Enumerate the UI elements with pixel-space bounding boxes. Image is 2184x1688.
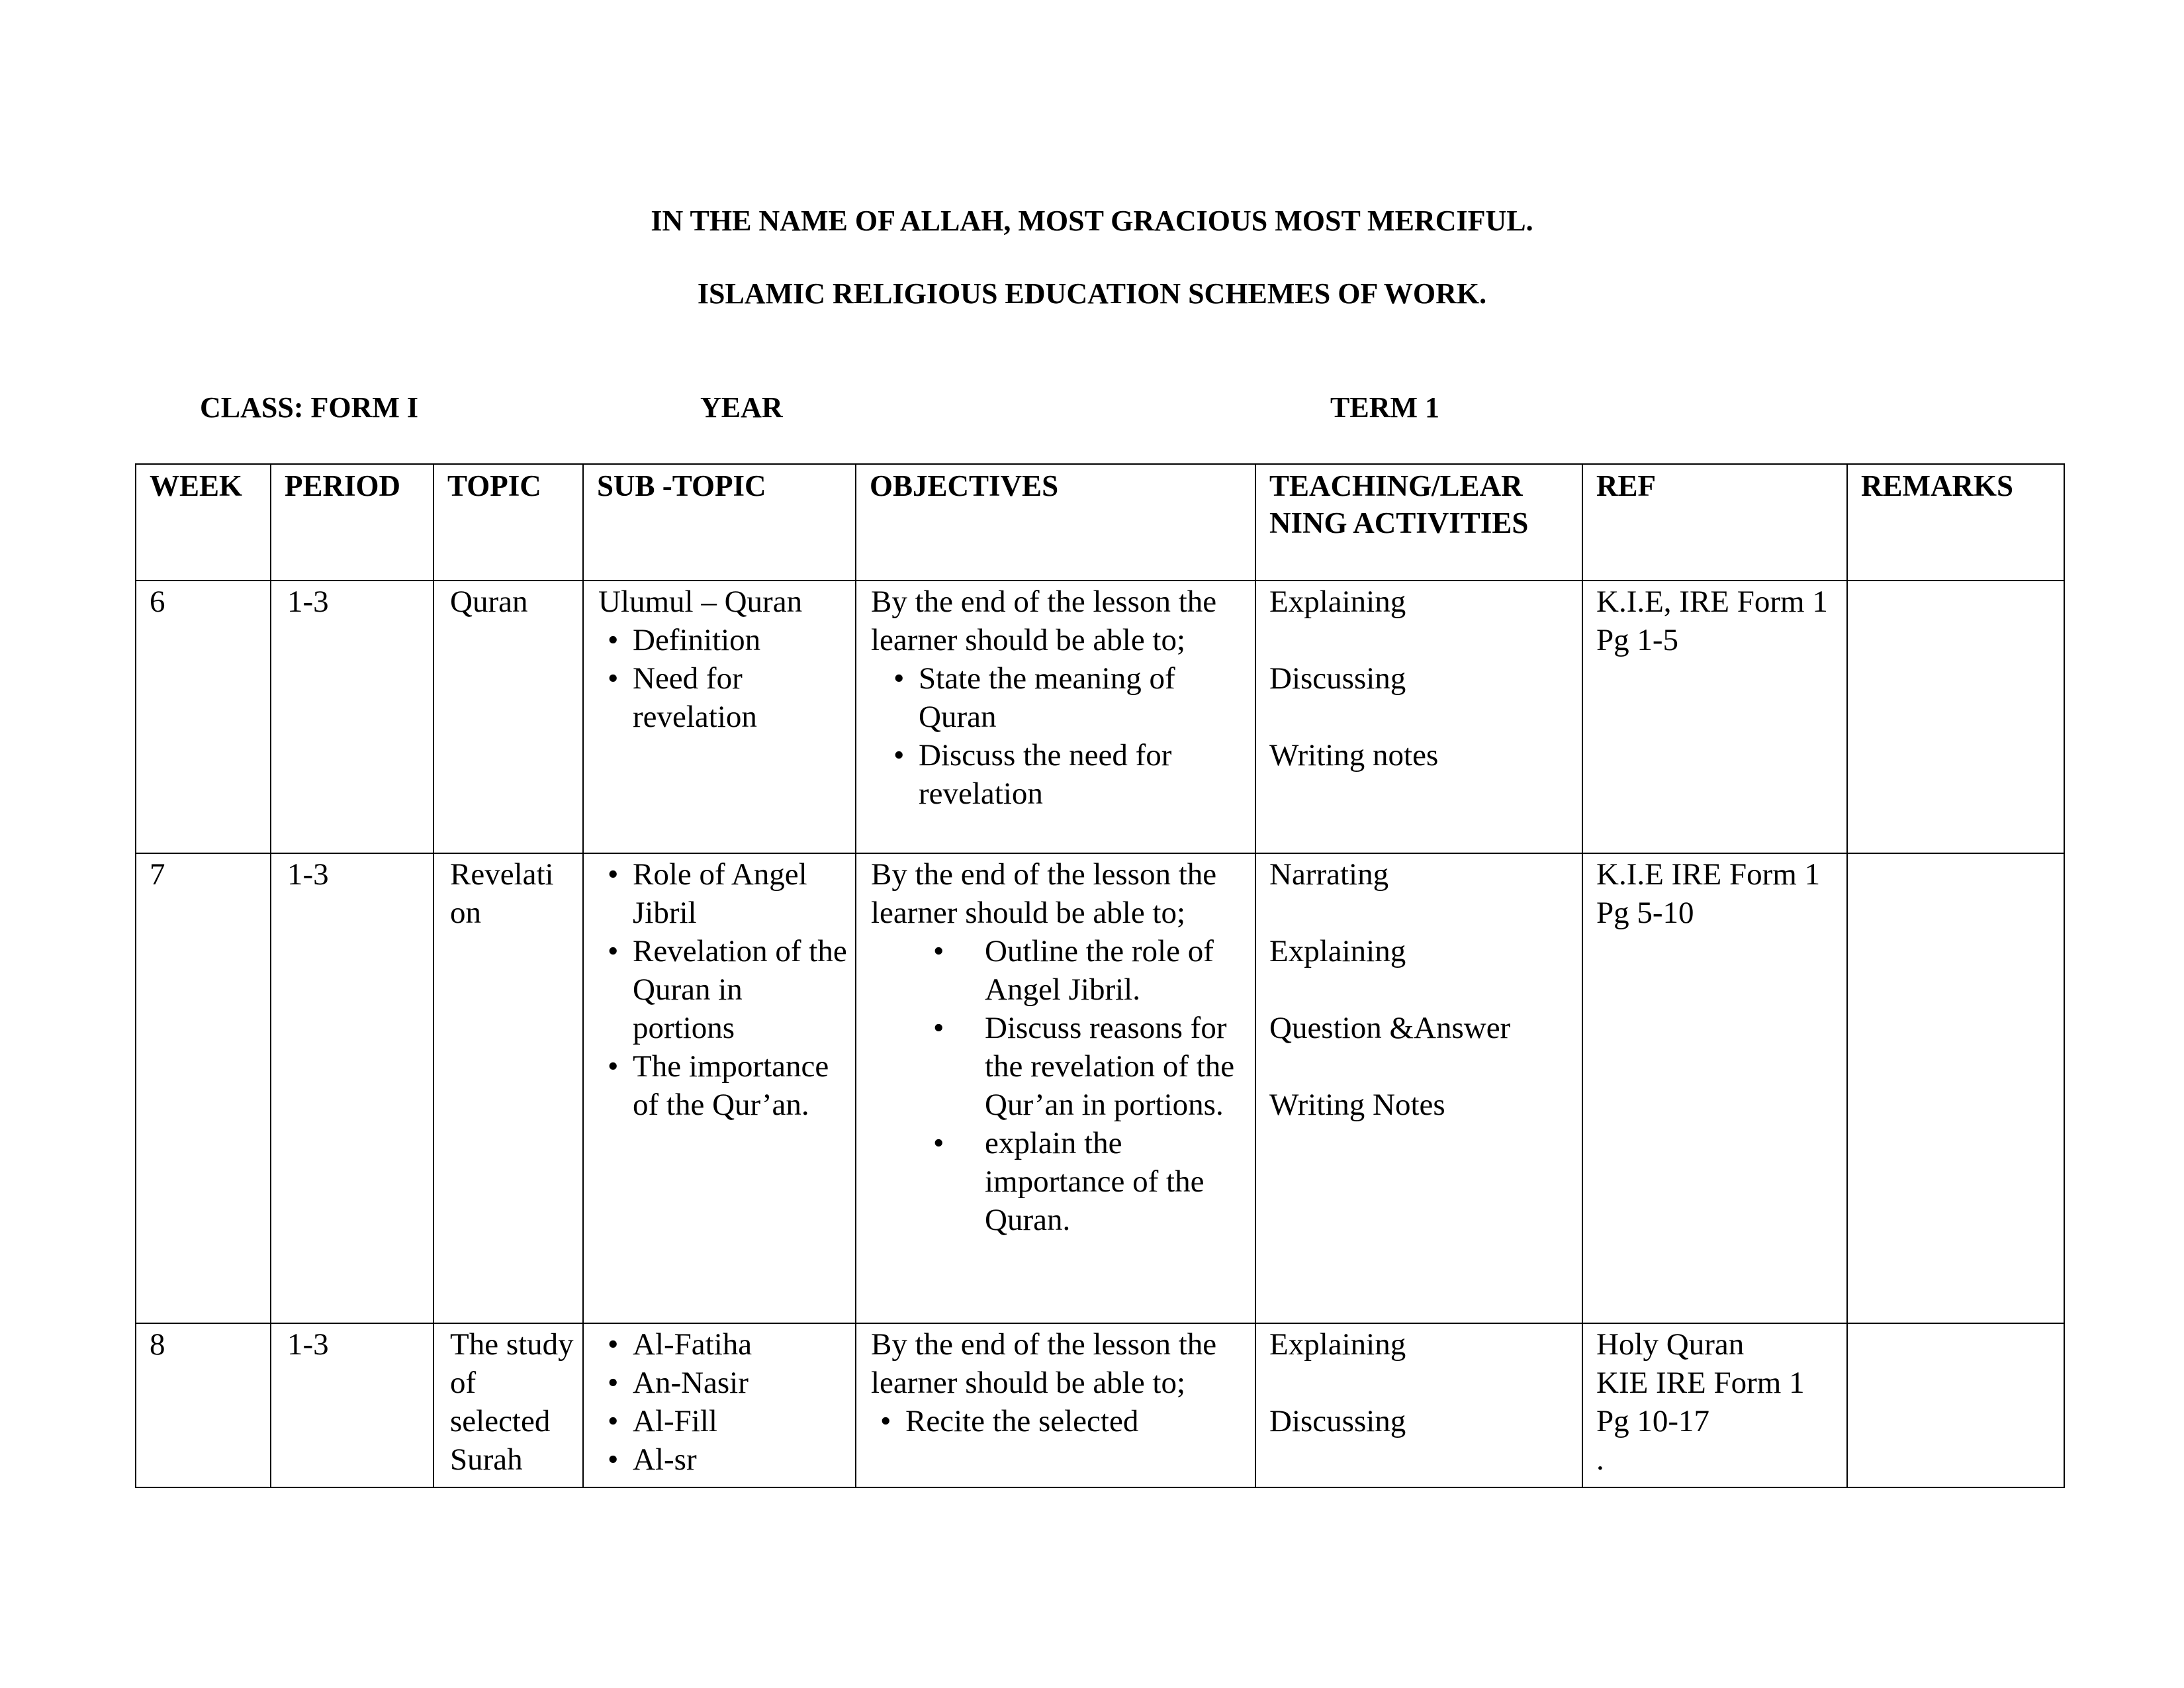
- period-cell: 1-3: [271, 581, 433, 853]
- activity-item: Writing notes: [1269, 738, 1439, 773]
- activities-cell: [1255, 853, 1582, 1323]
- ref-line: Pg 10-17: [1596, 1404, 1710, 1438]
- ref-cell: K.I.E, IRE Form 1 Pg 1-5: [1582, 581, 1847, 853]
- header-topic: TOPIC: [433, 464, 583, 581]
- list-item: • Discuss the need for revelation: [871, 736, 1248, 813]
- table-row: [136, 1323, 2064, 1487]
- objectives-cell: [856, 581, 1255, 853]
- activity-item: Discussing: [1269, 661, 1406, 696]
- week-cell: 7: [136, 853, 271, 1323]
- list-item: • explain the importance of the Quran.: [871, 1124, 1248, 1239]
- subtopic-list: [598, 1325, 848, 1479]
- ref-line: .: [1596, 1442, 1604, 1477]
- list-item: • Al-Fill: [598, 1402, 848, 1440]
- page-title: IN THE NAME OF ALLAH, MOST GRACIOUS MOST MERCIFUL.: [651, 205, 1533, 237]
- list-item: • Role of Angel Jibril: [598, 855, 848, 932]
- table-row: [136, 581, 2064, 853]
- list-item: • Revelation of the Quran in portions: [598, 932, 848, 1047]
- header-remarks: REMARKS: [1847, 464, 2064, 581]
- list-item: • An-Nasir: [598, 1364, 848, 1402]
- header-objectives: OBJECTIVES: [856, 464, 1255, 581]
- term-label: TERM 1: [1330, 391, 1439, 424]
- class-label: CLASS: FORM I: [200, 391, 419, 424]
- activity-item: Narrating: [1269, 857, 1389, 892]
- subtopic-cell: [583, 853, 856, 1323]
- objectives-list: [871, 659, 1248, 813]
- objectives-list: [871, 932, 1248, 1239]
- header-week: WEEK: [136, 464, 271, 581]
- activity-item: Question &Answer: [1269, 1011, 1511, 1045]
- objectives-intro: By the end of the lesson the learner should be able to;: [871, 1327, 1217, 1400]
- activity-item: Discussing: [1269, 1404, 1406, 1438]
- ref-line: Holy Quran: [1596, 1327, 1745, 1362]
- subtopic-list: [598, 621, 848, 736]
- topic-cell: Revelati on: [433, 853, 583, 1323]
- activities-cell: [1255, 1323, 1582, 1487]
- objectives-intro: By the end of the lesson the learner should be able to;: [871, 857, 1217, 930]
- subtopic-list: [598, 855, 848, 1124]
- list-item: • Need for revelation: [598, 659, 848, 736]
- subtopic-cell: [583, 581, 856, 853]
- topic-cell: The study of selected Surah: [433, 1323, 583, 1487]
- activities-cell: [1255, 581, 1582, 853]
- header-period: PERIOD: [271, 464, 433, 581]
- ref-cell: [1582, 1323, 1847, 1487]
- list-item: • Al-Fatiha: [598, 1325, 848, 1364]
- year-label: YEAR: [700, 391, 783, 424]
- objectives-cell: [856, 853, 1255, 1323]
- week-cell: 6: [136, 581, 271, 853]
- objectives-cell: [856, 1323, 1255, 1487]
- list-item: • Discuss reasons for the revelation of the Qur’an in portions.: [871, 1009, 1248, 1124]
- ref-line: KIE IRE Form 1: [1596, 1366, 1805, 1400]
- scheme-table: [135, 463, 2065, 1488]
- remarks-cell: [1847, 853, 2064, 1323]
- remarks-cell: [1847, 581, 2064, 853]
- list-item: • Recite the selected: [871, 1402, 1248, 1440]
- week-cell: 8: [136, 1323, 271, 1487]
- document-subtitle: ISLAMIC RELIGIOUS EDUCATION SCHEMES OF WORK.: [697, 277, 1487, 310]
- period-cell: 1-3: [271, 1323, 433, 1487]
- list-item: • State the meaning of Quran: [871, 659, 1248, 736]
- subtopic-intro: Ulumul – Quran: [598, 585, 803, 619]
- header-ref: REF: [1582, 464, 1847, 581]
- table-header-row: [136, 464, 2064, 581]
- list-item: • The importance of the Qur’an.: [598, 1047, 848, 1124]
- list-item: • Definition: [598, 621, 848, 659]
- activity-item: Writing Notes: [1269, 1088, 1445, 1122]
- activity-item: Explaining: [1269, 1327, 1406, 1362]
- objectives-list: [871, 1402, 1248, 1440]
- header-activities: TEACHING/LEAR NING ACTIVITIES: [1255, 464, 1582, 581]
- list-item: • Outline the role of Angel Jibril.: [871, 932, 1248, 1009]
- activity-item: Explaining: [1269, 934, 1406, 968]
- topic-cell: Quran: [433, 581, 583, 853]
- list-item: • Al-sr: [598, 1440, 848, 1479]
- subtopic-cell: [583, 1323, 856, 1487]
- table-row: [136, 853, 2064, 1323]
- objectives-intro: By the end of the lesson the learner should be able to;: [871, 585, 1217, 657]
- period-cell: 1-3: [271, 853, 433, 1323]
- activity-item: Explaining: [1269, 585, 1406, 619]
- remarks-cell: [1847, 1323, 2064, 1487]
- header-subtopic: SUB -TOPIC: [583, 464, 856, 581]
- ref-cell: K.I.E IRE Form 1 Pg 5-10: [1582, 853, 1847, 1323]
